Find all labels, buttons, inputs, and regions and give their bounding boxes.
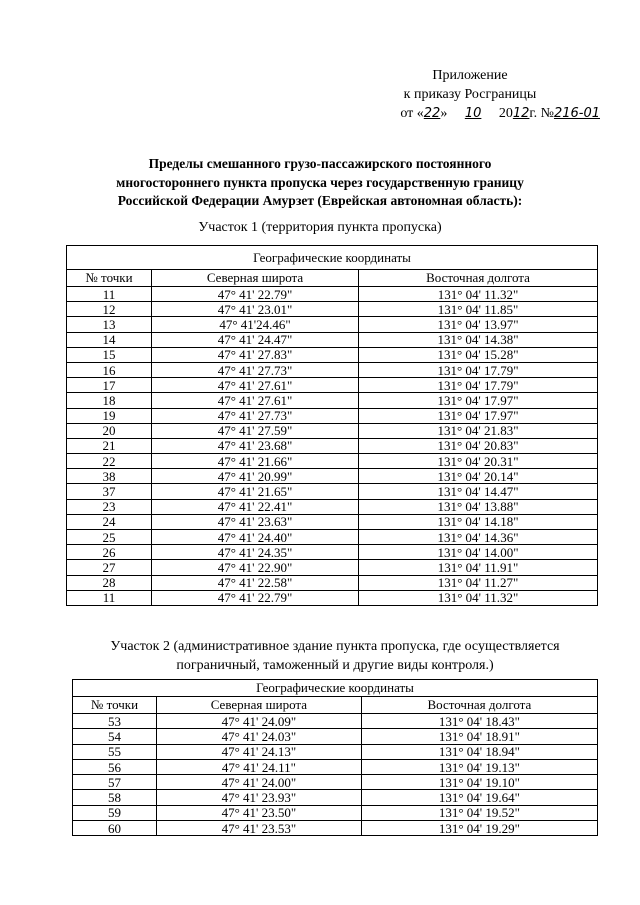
cell-point-number: 13 — [67, 317, 152, 332]
cell-latitude: 47° 41' 24.35" — [151, 545, 358, 560]
table-row — [67, 393, 598, 408]
section-1-coordinates-table — [66, 245, 598, 606]
cell-latitude: 47° 41' 24.47" — [151, 332, 358, 347]
table-row — [67, 317, 598, 332]
cell-point-number: 60 — [73, 821, 157, 836]
cell-longitude: 131° 04' 20.31" — [359, 454, 598, 469]
cell-longitude: 131° 04' 18.91" — [361, 729, 597, 744]
cell-point-number: 53 — [73, 714, 157, 729]
column-header-latitude: Северная широта — [157, 697, 362, 714]
cell-latitude: 47° 41' 23.53" — [157, 821, 362, 836]
cell-latitude: 47° 41' 22.79" — [151, 590, 358, 605]
date-mid: » — [440, 106, 448, 121]
cell-longitude: 131° 04' 11.91" — [359, 560, 598, 575]
cell-point-number: 14 — [67, 332, 152, 347]
column-header-longitude: Восточная долгота — [361, 697, 597, 714]
cell-longitude: 131° 04' 20.14" — [359, 469, 598, 484]
cell-longitude: 131° 04' 11.32" — [359, 590, 598, 605]
table-row — [67, 287, 598, 302]
cell-point-number: 55 — [73, 744, 157, 759]
table-row — [67, 347, 598, 362]
cell-longitude: 131° 04' 17.79" — [359, 362, 598, 377]
cell-point-number: 37 — [67, 484, 152, 499]
cell-longitude: 131° 04' 19.13" — [361, 759, 597, 774]
cell-latitude: 47° 41' 22.41" — [151, 499, 358, 514]
cell-point-number: 23 — [67, 499, 152, 514]
cell-longitude: 131° 04' 18.94" — [361, 744, 597, 759]
column-header-point: № точки — [67, 270, 152, 287]
cell-longitude: 131° 04' 11.32" — [359, 287, 598, 302]
cell-point-number: 16 — [67, 362, 152, 377]
title-line-3: Российской Федерации Амурзет (Еврейская автономная область): — [117, 193, 523, 208]
cell-longitude: 131° 04' 13.97" — [359, 317, 598, 332]
title-line-1: Пределы смешанного грузо-пассажирского постоянного — [148, 156, 492, 171]
date-day: 22 — [423, 106, 441, 121]
date-suffix: г. № — [529, 106, 554, 121]
order-date-line — [340, 104, 600, 123]
cell-longitude: 131° 04' 11.27" — [359, 575, 598, 590]
cell-longitude: 131° 04' 14.38" — [359, 332, 598, 347]
table-row — [67, 575, 598, 590]
table-row — [73, 729, 598, 744]
cell-point-number: 28 — [67, 575, 152, 590]
cell-longitude: 131° 04' 19.64" — [361, 790, 597, 805]
cell-latitude: 47° 41' 24.09" — [157, 714, 362, 729]
cell-longitude: 131° 04' 14.36" — [359, 530, 598, 545]
cell-longitude: 131° 04' 19.52" — [361, 805, 597, 820]
table-row — [73, 821, 598, 836]
cell-longitude: 131° 04' 18.43" — [361, 714, 597, 729]
table-row — [73, 805, 598, 820]
cell-latitude: 47° 41' 23.93" — [157, 790, 362, 805]
table-row — [67, 499, 598, 514]
cell-point-number: 22 — [67, 454, 152, 469]
cell-latitude: 47° 41' 21.66" — [151, 454, 358, 469]
cell-latitude: 47° 41' 24.00" — [157, 775, 362, 790]
cell-latitude: 47° 41' 22.58" — [151, 575, 358, 590]
cell-latitude: 47° 41' 24.11" — [157, 759, 362, 774]
table-row — [67, 362, 598, 377]
title-line-2: многостороннего пункта пропуска через государственную границу — [116, 174, 524, 190]
cell-longitude: 131° 04' 21.83" — [359, 423, 598, 438]
cell-latitude: 47° 41' 22.90" — [151, 560, 358, 575]
cell-latitude: 47° 41' 27.83" — [151, 347, 358, 362]
cell-latitude: 47° 41'24.46" — [151, 317, 358, 332]
cell-latitude: 47° 41' 24.13" — [157, 744, 362, 759]
date-month: 10 — [464, 106, 482, 121]
table-row — [67, 514, 598, 529]
order-reference: к приказу Росграницы — [403, 87, 537, 102]
cell-longitude: 131° 04' 20.83" — [359, 438, 598, 453]
table-row — [67, 332, 598, 347]
cell-latitude: 47° 41' 27.61" — [151, 393, 358, 408]
cell-latitude: 47° 41' 23.01" — [151, 302, 358, 317]
cell-latitude: 47° 41' 27.61" — [151, 378, 358, 393]
cell-longitude: 131° 04' 15.28" — [359, 347, 598, 362]
cell-longitude: 131° 04' 14.18" — [359, 514, 598, 529]
table-row — [67, 378, 598, 393]
cell-point-number: 19 — [67, 408, 152, 423]
cell-latitude: 47° 41' 20.99" — [151, 469, 358, 484]
section-1-table-body — [67, 287, 598, 606]
cell-latitude: 47° 41' 24.40" — [151, 530, 358, 545]
cell-point-number: 57 — [73, 775, 157, 790]
table-row — [73, 714, 598, 729]
table-row — [67, 560, 598, 575]
appendix-label: Приложение — [432, 68, 508, 83]
cell-point-number: 15 — [67, 347, 152, 362]
table-row — [67, 545, 598, 560]
cell-point-number: 18 — [67, 393, 152, 408]
column-header-latitude: Северная широта — [151, 270, 358, 287]
cell-longitude: 131° 04' 11.85" — [359, 302, 598, 317]
cell-latitude: 47° 41' 22.79" — [151, 287, 358, 302]
cell-point-number: 20 — [67, 423, 152, 438]
cell-point-number: 27 — [67, 560, 152, 575]
cell-point-number: 11 — [67, 590, 152, 605]
cell-latitude: 47° 41' 21.65" — [151, 484, 358, 499]
table-row — [67, 454, 598, 469]
table-row — [67, 530, 598, 545]
cell-longitude: 131° 04' 13.88" — [359, 499, 598, 514]
cell-latitude: 47° 41' 24.03" — [157, 729, 362, 744]
appendix-header — [340, 66, 600, 123]
column-header-longitude: Восточная долгота — [359, 270, 598, 287]
cell-longitude: 131° 04' 14.47" — [359, 484, 598, 499]
cell-latitude: 47° 41' 23.50" — [157, 805, 362, 820]
table-row — [73, 744, 598, 759]
date-year: 12 — [512, 106, 530, 121]
cell-latitude: 47° 41' 27.59" — [151, 423, 358, 438]
cell-latitude: 47° 41' 27.73" — [151, 408, 358, 423]
cell-point-number: 17 — [67, 378, 152, 393]
cell-point-number: 21 — [67, 438, 152, 453]
table-row — [67, 590, 598, 605]
cell-point-number: 26 — [67, 545, 152, 560]
cell-point-number: 58 — [73, 790, 157, 805]
section-2-heading — [95, 637, 575, 675]
table-group-header: Географические координаты — [73, 680, 598, 697]
cell-point-number: 25 — [67, 530, 152, 545]
cell-point-number: 24 — [67, 514, 152, 529]
cell-point-number: 11 — [67, 287, 152, 302]
date-year-prefix: 20 — [498, 106, 513, 121]
cell-latitude: 47° 41' 23.68" — [151, 438, 358, 453]
table-row — [67, 484, 598, 499]
table-row — [67, 423, 598, 438]
document-title — [60, 155, 580, 211]
cell-latitude: 47° 41' 27.73" — [151, 362, 358, 377]
cell-longitude: 131° 04' 14.00" — [359, 545, 598, 560]
section-2-heading-line-2: пограничный, таможенный и другие виды контроля.) — [176, 658, 494, 673]
cell-longitude: 131° 04' 19.10" — [361, 775, 597, 790]
table-row — [67, 438, 598, 453]
table-row — [73, 790, 598, 805]
cell-point-number: 59 — [73, 805, 157, 820]
order-number: 216-01 — [553, 106, 600, 121]
section-2-table-body — [73, 714, 598, 836]
cell-latitude: 47° 41' 23.63" — [151, 514, 358, 529]
table-row — [73, 759, 598, 774]
table-group-header: Географические координаты — [67, 246, 598, 270]
table-row — [67, 469, 598, 484]
table-row — [73, 775, 598, 790]
cell-longitude: 131° 04' 19.29" — [361, 821, 597, 836]
cell-point-number: 12 — [67, 302, 152, 317]
cell-longitude: 131° 04' 17.79" — [359, 378, 598, 393]
section-1-heading: Участок 1 (территория пункта пропуска) — [198, 220, 442, 235]
table-row — [67, 302, 598, 317]
date-prefix: от « — [400, 106, 424, 121]
cell-longitude: 131° 04' 17.97" — [359, 408, 598, 423]
table-row — [67, 408, 598, 423]
cell-point-number: 38 — [67, 469, 152, 484]
section-2-heading-line-1: Участок 2 (административное здание пункта пропуска, где осуществляется — [110, 639, 560, 654]
cell-point-number: 56 — [73, 759, 157, 774]
cell-point-number: 54 — [73, 729, 157, 744]
section-2-coordinates-table — [72, 679, 598, 836]
cell-longitude: 131° 04' 17.97" — [359, 393, 598, 408]
column-header-point: № точки — [73, 697, 157, 714]
